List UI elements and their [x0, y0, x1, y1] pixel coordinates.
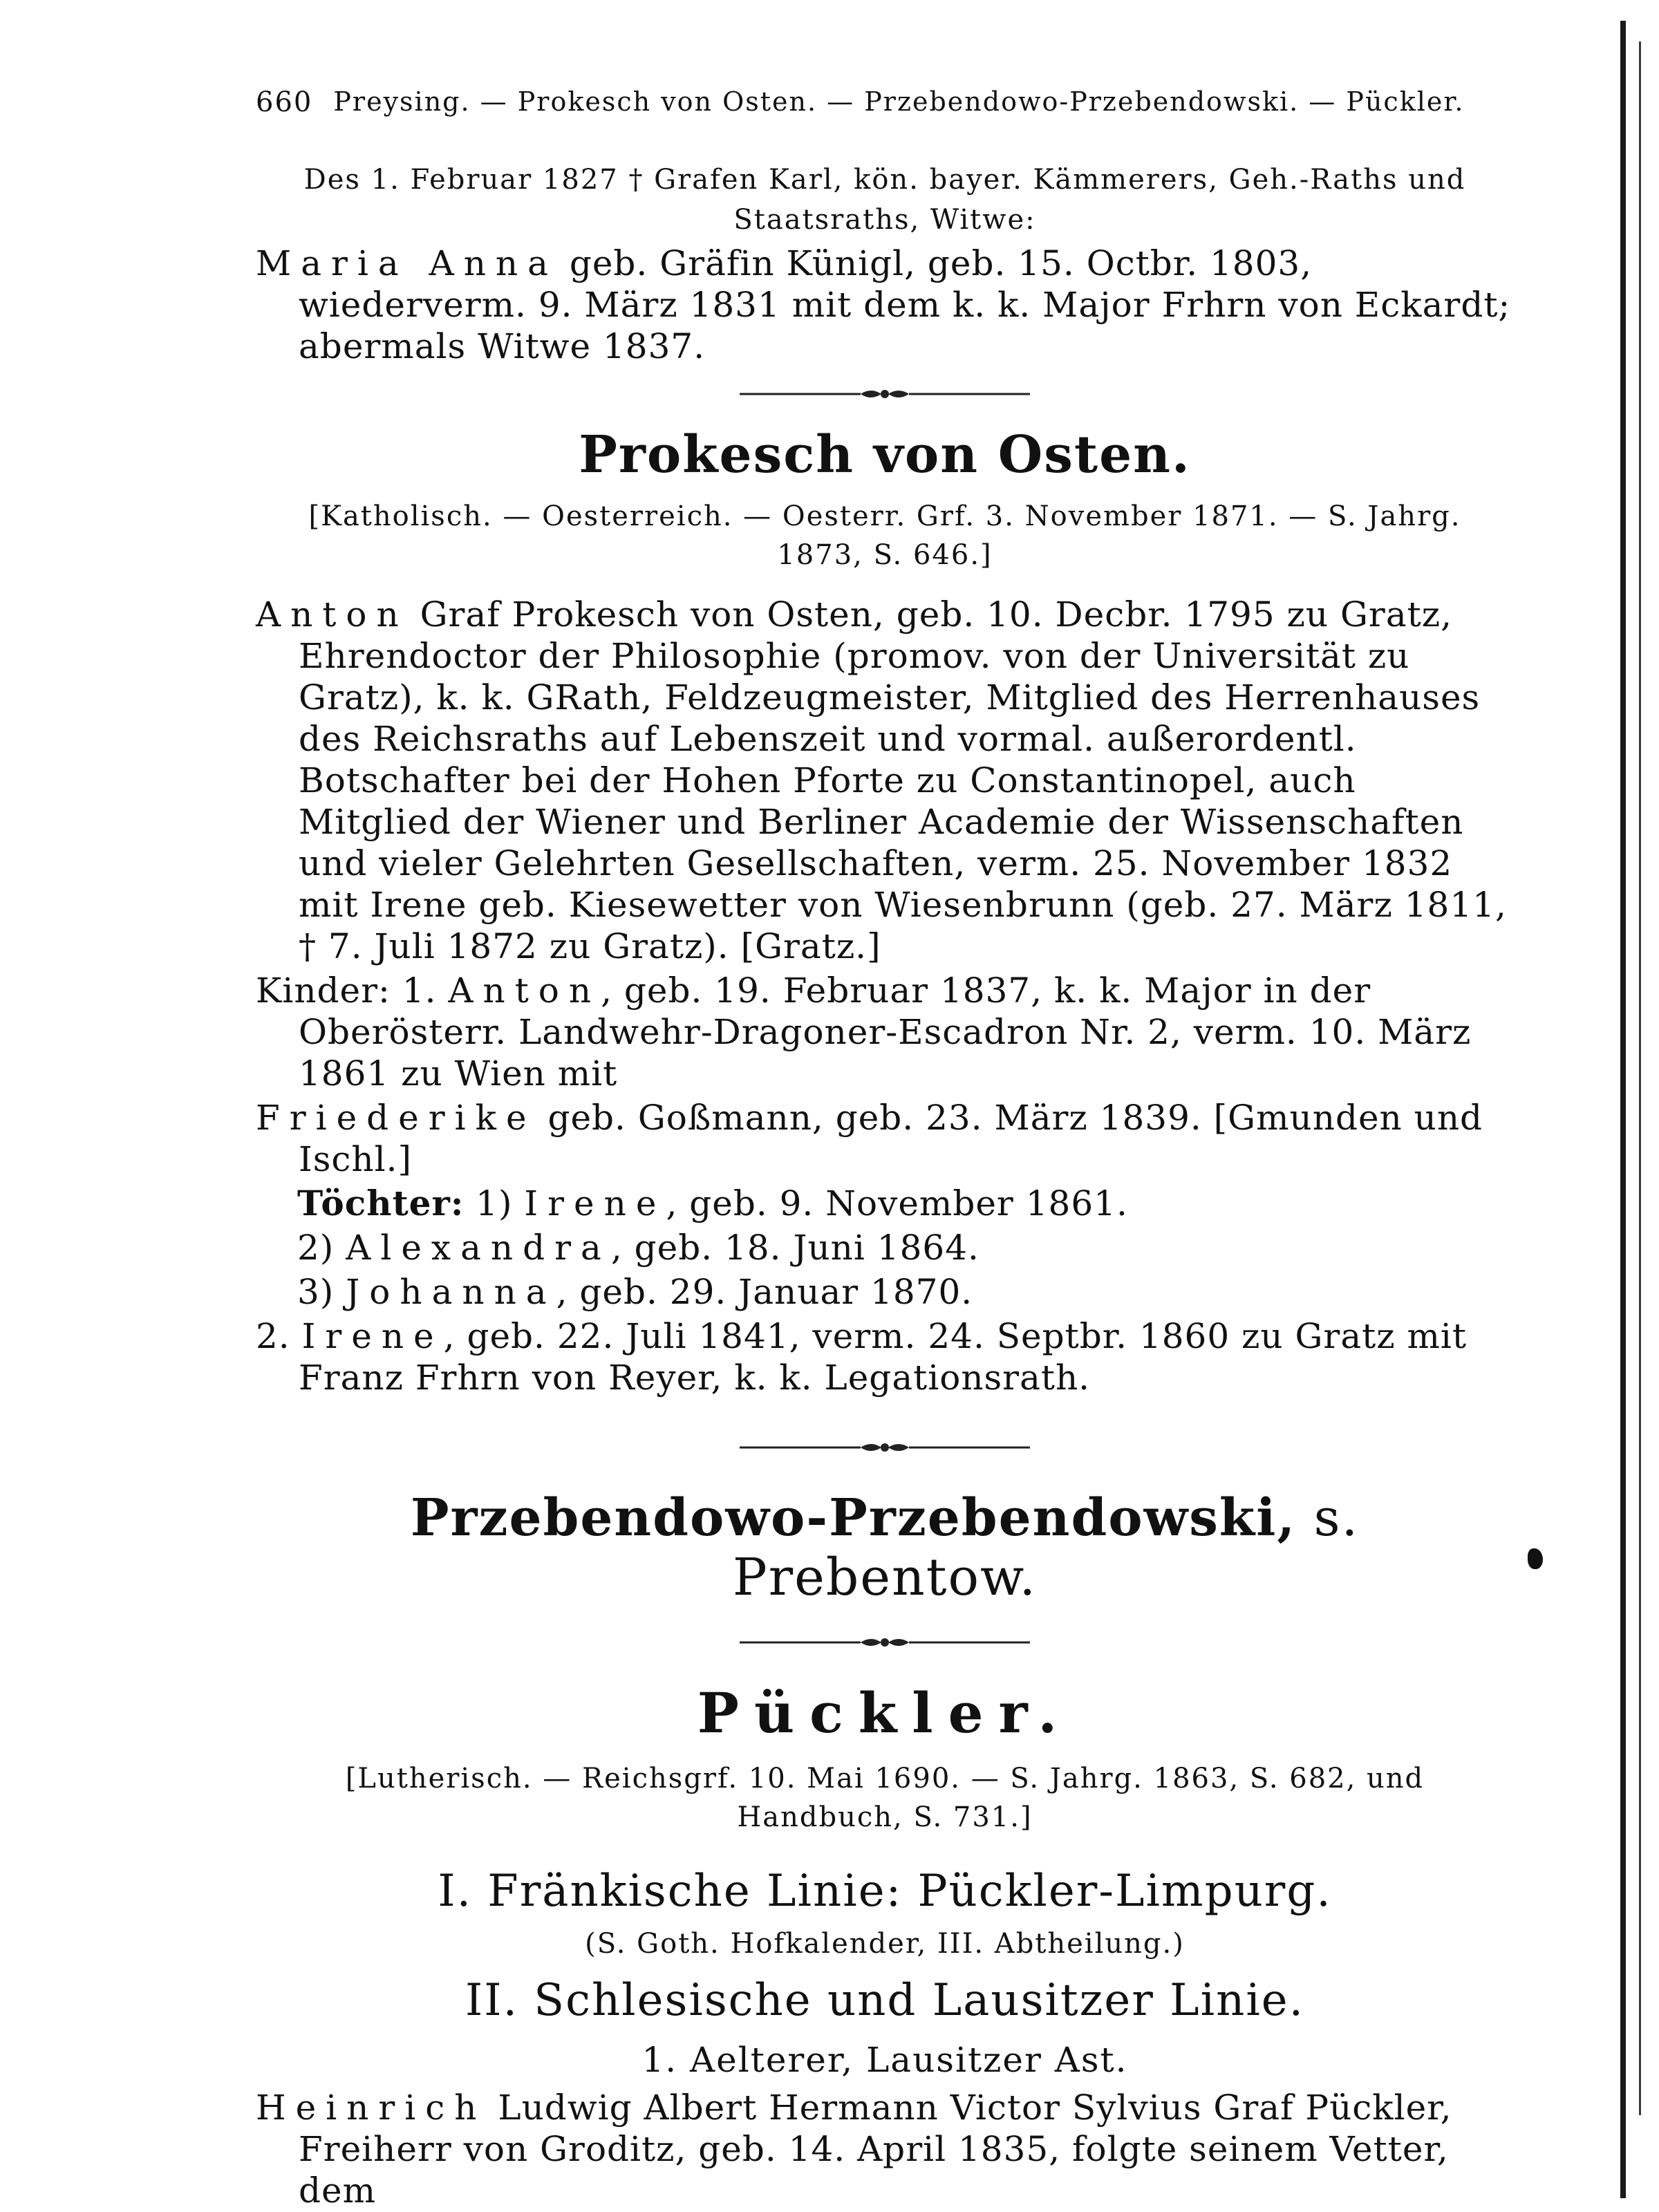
entry-text: , geb. 22. Juli 1841, verm. 24. Septbr. 1860 zu Gratz mit Franz Frhrn von Reyer, k. k. Legationsrath.: [299, 1316, 1467, 1398]
pueckler-line-2: II. Schlesische und Lausitzer Linie.: [465, 1975, 1304, 2026]
preysing-widow-intro: Des 1. Februar 1827 † Grafen Karl, kön. bayer. Kämmerers, Geh.-Raths und Staatsraths, Witwe:: [303, 164, 1466, 236]
prokesch-daughter-1: [256, 1183, 1514, 1224]
children-label: Kinder:: [256, 971, 391, 1011]
person-name: Johanna: [346, 1272, 556, 1312]
section-heading-pueckler: Pückler.: [697, 1680, 1073, 1745]
prokesch-child-2: [256, 1315, 1514, 1398]
prokesch-child-1: [256, 970, 1514, 1094]
daughter-number: 2): [297, 1228, 346, 1268]
person-name: Friederike: [256, 1098, 536, 1138]
pueckler-confession: [Lutherisch. — Reichsgrf. 10. Mai 1690. — S. Jahrg. 1863, S. 682, und Handbuch, S. 731.]: [345, 1763, 1425, 1833]
entry-text: , geb. 19. Februar 1837, k. k. Major in der Oberösterr. Landwehr-Dragoner-Escadron Nr. 2, verm. 10. März 1861 zu Wien mit: [299, 971, 1472, 1094]
person-name: Anton: [448, 971, 601, 1011]
prokesch-head-entry: [256, 594, 1514, 967]
page-content: [256, 86, 1514, 2211]
preysing-widow-entry: [256, 243, 1514, 367]
ink-smudge: [1528, 1548, 1543, 1569]
entry-text: Ludwig Albert Hermann Victor Sylvius Graf Pückler, Freiherr von Groditz, geb. 14. April 1835, folgte seinem Vetter, dem: [299, 2088, 1452, 2211]
przebendowo-reference: s. Prebentow.: [732, 1488, 1360, 1607]
ornamental-divider: [740, 1632, 1030, 1653]
entry-text: , geb. 9. November 1861.: [666, 1183, 1128, 1224]
entry-text: Graf Prokesch von Osten, geb. 10. Decbr. 1795 zu Gratz, Ehrendoctor der Philosophie (promov. von der Universität zu Gratz), k. k. GRath, Feldzeugmeister, Mitglied des Herrenhauses des Reichsraths auf Lebenszeit und vormal. außerordentl. Botschafter bei der Hohen Pforte zu Constantinopel, auch Mitglied der Wiener und Berliner Academie der Wissenschaften und vieler Gelehrten Gesellschaften, verm. 25. November 1832 mit Irene geb. Kiesewetter von Wiesenbrunn (geb. 27. März 1811, † 7. Juli 1872 zu Gratz). [Gratz.]: [299, 594, 1507, 966]
daughters-label: Töchter:: [297, 1183, 465, 1224]
divider-ornament-icon: [740, 1437, 1030, 1458]
person-name: Anton: [256, 594, 409, 635]
person-name: Irene: [524, 1183, 666, 1224]
running-head-title: Preysing. — Prokesch von Osten. — Przebendowo-Przebendowski. — Pückler.: [333, 86, 1465, 117]
person-name: Heinrich: [256, 2088, 487, 2128]
section-heading-prokesch: Prokesch von Osten.: [579, 425, 1191, 485]
child-number: 1.: [390, 971, 449, 1011]
pueckler-branch-1: 1. Aelterer, Lausitzer Ast.: [641, 2040, 1128, 2080]
person-name: Irene: [301, 1316, 444, 1356]
page-edge-border-inner: [1639, 41, 1641, 2115]
page-number: 660: [256, 86, 313, 118]
prokesch-confession: [Katholisch. — Oesterreich. — Oesterr. Grf. 3. November 1871. — S. Jahrg. 1873, S. 646.]: [308, 500, 1461, 571]
person-name: Alexandra: [346, 1228, 611, 1268]
ornamental-divider: [740, 1437, 1030, 1458]
entry-text: , geb. 18. Juni 1864.: [610, 1228, 980, 1268]
divider-ornament-icon: [740, 1632, 1030, 1653]
daughter-number: 1): [464, 1183, 525, 1224]
entry-text: geb. Gräfin Künigl, geb. 15. Octbr. 1803, wiederverm. 9. März 1831 mit dem k. k. Major Frhrn von Eckardt; abermals Witwe 1837.: [299, 243, 1511, 366]
ornamental-divider: [740, 384, 1030, 404]
daughter-number: 3): [297, 1272, 346, 1312]
prokesch-child-1-wife: [256, 1097, 1514, 1180]
pueckler-line-1-note: (S. Goth. Hofkalender, III. Abtheilung.): [585, 1928, 1185, 1960]
page-edge-border: [1620, 21, 1626, 2198]
running-head: [256, 86, 1514, 118]
divider-ornament-icon: [740, 384, 1030, 404]
prokesch-daughter-2: [256, 1227, 1514, 1268]
entry-text: geb. Goßmann, geb. 23. März 1839. [Gmunden und Ischl.]: [299, 1098, 1483, 1179]
entry-text: , geb. 29. Januar 1870.: [556, 1272, 973, 1312]
child-number: 2.: [256, 1316, 302, 1356]
pueckler-line-1: I. Fränkische Linie: Pückler-Limpurg.: [438, 1866, 1332, 1917]
person-name: Maria Anna: [256, 243, 558, 283]
section-heading-przebendowo: [256, 1488, 1514, 1607]
prokesch-daughter-3: [256, 1271, 1514, 1313]
pueckler-head-entry: [256, 2087, 1514, 2211]
przebendowo-title: Przebendowo-Przebendowski,: [410, 1488, 1297, 1548]
